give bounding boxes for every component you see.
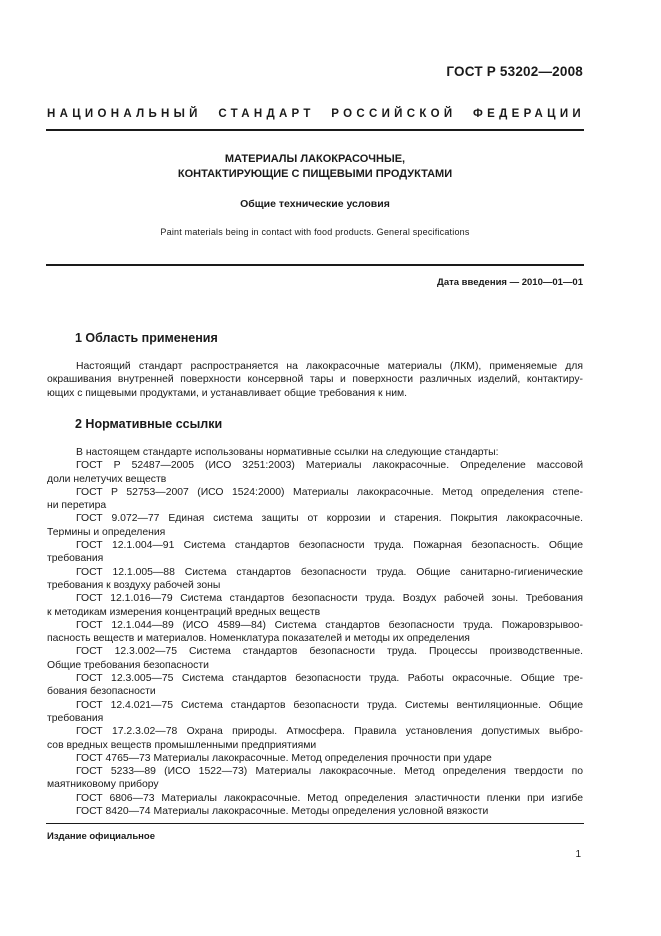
reference-line: ГОСТ 8420—74 Материалы лакокрасочные. Методы определения условной вязкости: [76, 806, 489, 818]
standard-code: ГОСТ Р 53202—2008: [446, 64, 583, 79]
footer-rule: [46, 823, 584, 824]
reference-line: ГОСТ 12.3.002—75 Система стандартов безопасности труда. Процессы производственные.: [76, 646, 583, 658]
reference-line: ГОСТ 12.4.021—75 Система стандартов безопасности труда. Системы вентиляционные. Общие: [76, 699, 583, 711]
reference-line: доли нелетучих веществ: [47, 473, 167, 485]
text-line: окрашивания внутренней поверхности консервной тары и поверхности различных изделий, контактиру-: [47, 374, 583, 386]
reference-line: сов вредных веществ промышленными предприятиями: [47, 739, 317, 751]
reference-line: ГОСТ 12.1.005—88 Система стандартов безопасности труда. Общие санитарно-гигиенические: [76, 566, 583, 578]
reference-line: ГОСТ 5233—89 (ИСО 1522—73) Материалы лакокрасочные. Метод определения твердости по: [76, 766, 583, 778]
national-standard-banner: НАЦИОНАЛЬНЫЙ СТАНДАРТ РОССИЙСКОЙ ФЕДЕРАЦИИ: [47, 108, 585, 120]
reference-line: ГОСТ 12.1.016—79 Система стандартов безопасности труда. Воздух рабочей зоны. Требования: [76, 593, 583, 605]
reference-line: ГОСТ 6806—73 Материалы лакокрасочные. Метод определения эластичности пленки при изгибе: [76, 792, 583, 804]
title-rule: [46, 264, 584, 266]
document-subtitle: Общие технические условия: [240, 198, 390, 210]
reference-line: ни перетира: [47, 500, 107, 512]
text-line: Настоящий стандарт распространяется на лакокрасочные материалы (ЛКМ), применяемые для: [76, 361, 583, 372]
reference-line: ГОСТ Р 52753—2007 (ИСО 1524:2000) Материалы лакокрасочные. Метод определения степе-: [76, 486, 583, 498]
page-number: 1: [575, 849, 581, 860]
scope-paragraph: [47, 360, 583, 400]
header-rule: [46, 129, 584, 131]
reference-line: Общие требования безопасности: [47, 659, 209, 671]
reference-line: ГОСТ 12.1.004—91 Система стандартов безопасности труда. Пожарная безопасность. Общие: [76, 540, 583, 552]
section-heading-scope: 1 Область применения: [75, 331, 218, 345]
introduction-date: Дата введения — 2010—01—01: [437, 277, 583, 288]
reference-line: бования безопасности: [47, 686, 156, 698]
reference-line: ГОСТ 9.072—77 Единая система защиты от коррозии и старения. Покрытия лакокрасочные.: [76, 513, 583, 525]
reference-line: ГОСТ 4765—73 Материалы лакокрасочные. Метод определения прочности при ударе: [76, 752, 492, 764]
section-heading-references: 2 Нормативные ссылки: [75, 417, 223, 431]
reference-line: ГОСТ 12.3.005—75 Система стандартов безопасности труда. Работы окрасочные. Общие тре-: [76, 673, 583, 685]
reference-line: ГОСТ 12.1.044—89 (ИСО 4589—84) Система стандартов безопасности труда. Пожаровзрывоо-: [76, 619, 583, 631]
reference-line: требования: [47, 712, 104, 724]
reference-line: требования: [47, 553, 104, 565]
reference-line: пасность веществ и материалов. Номенклатура показателей и методы их определения: [47, 633, 470, 645]
document-title-line-2: КОНТАКТИРУЮЩИЕ С ПИЩЕВЫМИ ПРОДУКТАМИ: [177, 168, 453, 180]
text-line: ющих с пищевыми продуктами, и устанавливает общие требования к ним.: [47, 387, 408, 399]
document-title-line-1: МАТЕРИАЛЫ ЛАКОКРАСОЧНЫЕ,: [224, 153, 406, 165]
reference-line: маятниковому прибору: [47, 779, 159, 791]
reference-line: к методикам измерения концентраций вредных веществ: [47, 606, 321, 618]
english-title: Paint materials being in contact with food products. General specifications: [160, 227, 470, 237]
official-edition-note: Издание официальное: [47, 831, 155, 842]
reference-line: ГОСТ Р 52487—2005 (ИСО 3251:2003) Материалы лакокрасочные. Определение массовой: [76, 460, 583, 472]
text-line: В настоящем стандарте использованы нормативные ссылки на следующие стандарты:: [76, 447, 499, 458]
reference-line: ГОСТ 17.2.3.02—78 Охрана природы. Атмосфера. Правила установления допустимых выбро-: [76, 726, 583, 738]
references-list: [47, 446, 583, 818]
reference-line: требования к воздуху рабочей зоны: [47, 579, 221, 591]
reference-line: Термины и определения: [47, 526, 166, 538]
